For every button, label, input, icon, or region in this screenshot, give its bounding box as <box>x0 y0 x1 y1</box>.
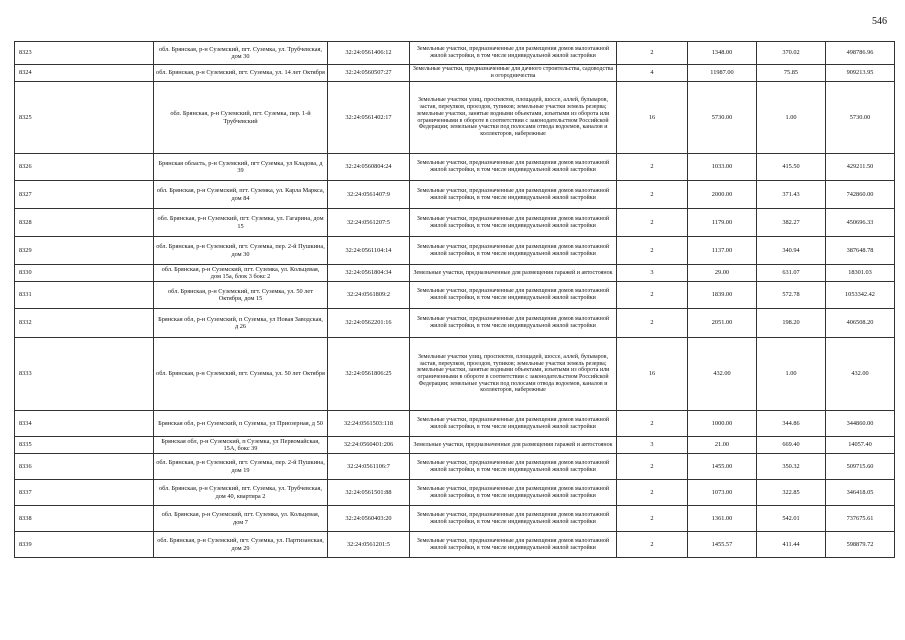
address-cell: обл. Брянская, р-н Суземский, пгт. Суземка, ул. 14 лет Октября <box>154 65 328 82</box>
cadastral-value: 742860.00 <box>826 181 895 209</box>
land-use-type: Земельные участки, предназначенные для размещения домов малоэтажной жилой застройки, в том числе индивидуальной жилой застройки <box>410 282 617 309</box>
land-use-type: Земельные участки, предназначенные для размещения домов малоэтажной жилой застройки, в том числе индивидуальной жилой застройки <box>410 411 617 437</box>
table-row <box>15 154 895 181</box>
specific-value: 415.50 <box>757 154 826 181</box>
specific-value: 75.85 <box>757 65 826 82</box>
cadastral-number: 32:24:0561106:7 <box>328 454 410 480</box>
cadastral-value: 598879.72 <box>826 532 895 558</box>
specific-value: 370.02 <box>757 42 826 65</box>
cadastral-value: 406508.20 <box>826 309 895 338</box>
address-cell: обл. Брянская, р-н Суземский, пгт. Суземка, ул. Карла Маркса, дом 84 <box>154 181 328 209</box>
area-value: 2051.00 <box>688 309 757 338</box>
address-cell: обл. Брянская, р-н Суземский, пгт. Суземка, ул. Кольцевая, дом 7 <box>154 506 328 532</box>
specific-value: 411.44 <box>757 532 826 558</box>
page-number: 546 <box>872 16 887 27</box>
row-number: 8323 <box>15 42 154 65</box>
row-number: 8332 <box>15 309 154 338</box>
cadastral-number: 32:24:0561402:17 <box>328 82 410 154</box>
row-number: 8325 <box>15 82 154 154</box>
cadastral-value: 429211.50 <box>826 154 895 181</box>
area-value: 11987.00 <box>688 65 757 82</box>
address-cell: Брянская обл, р-н Суземский, п Суземка, ул Новая Заводская, д 26 <box>154 309 328 338</box>
table-row <box>15 480 895 506</box>
specific-value: 1.00 <box>757 338 826 411</box>
specific-value: 344.86 <box>757 411 826 437</box>
cadastral-value: 387648.78 <box>826 237 895 265</box>
cadastral-value: 18301.03 <box>826 265 895 282</box>
land-use-type: Земельные участки, предназначенные для размещения домов малоэтажной жилой застройки, в том числе индивидуальной жилой застройки <box>410 209 617 237</box>
table-row <box>15 338 895 411</box>
cadastral-number: 32:24:0562201:16 <box>328 309 410 338</box>
table-row <box>15 309 895 338</box>
row-number: 8334 <box>15 411 154 437</box>
cadastral-number: 32:24:0561207:5 <box>328 209 410 237</box>
land-use-type: Земельные участки, предназначенные для размещения домов малоэтажной жилой застройки, в том числе индивидуальной жилой застройки <box>410 532 617 558</box>
row-number: 8324 <box>15 65 154 82</box>
group-number: 2 <box>617 506 688 532</box>
group-number: 2 <box>617 532 688 558</box>
specific-value: 631.07 <box>757 265 826 282</box>
group-number: 3 <box>617 265 688 282</box>
cadastral-number: 32:24:0561104:14 <box>328 237 410 265</box>
area-value: 1839.00 <box>688 282 757 309</box>
table-row <box>15 65 895 82</box>
row-number: 8330 <box>15 265 154 282</box>
table-row <box>15 454 895 480</box>
specific-value: 382.27 <box>757 209 826 237</box>
cadastral-number: 32:24:0560403:20 <box>328 506 410 532</box>
cadastral-value: 14057.40 <box>826 437 895 454</box>
land-use-type: Земельные участки улиц, проспектов, площадей, шоссе, аллей, бульваров, застав, переулков, проездов, тупиков; земельные участки земель резерва; земельные участки, занятые водными объектами, изъятыми из оборота или ограниченными в обороте в соответствии с законодательством Российской Федерации; земельные участки под полосами отвода водоемов, каналов и коллекторов, набережные <box>410 338 617 411</box>
cadastral-value: 909213.95 <box>826 65 895 82</box>
specific-value: 669.40 <box>757 437 826 454</box>
land-use-type: Земельные участки, предназначенные для дачного строительства, садоводства и огородничества <box>410 65 617 82</box>
area-value: 1137.00 <box>688 237 757 265</box>
group-number: 16 <box>617 82 688 154</box>
area-value: 1073.00 <box>688 480 757 506</box>
address-cell: обл. Брянская, р-н Суземский, пгт. Суземка, пер. 2-й Пушкина, дом 19 <box>154 454 328 480</box>
row-number: 8335 <box>15 437 154 454</box>
cadastral-value: 5730.00 <box>826 82 895 154</box>
table-row <box>15 411 895 437</box>
cadastral-number: 32:24:0561804:34 <box>328 265 410 282</box>
land-use-type: Земельные участки, предназначенные для размещения домов малоэтажной жилой застройки, в том числе индивидуальной жилой застройки <box>410 181 617 209</box>
table-row <box>15 437 895 454</box>
table-row <box>15 506 895 532</box>
address-cell: обл. Брянская, р-н Суземский, пгт. Суземка, ул. Партизанская, дом 29 <box>154 532 328 558</box>
land-use-type: Земельные участки, предназначенные для размещения домов малоэтажной жилой застройки, в том числе индивидуальной жилой застройки <box>410 237 617 265</box>
address-cell: Брянская обл, р-н Суземский, п Суземка, ул Первомайская, 15А, бокс 39 <box>154 437 328 454</box>
specific-value: 572.78 <box>757 282 826 309</box>
row-number: 8336 <box>15 454 154 480</box>
specific-value: 542.01 <box>757 506 826 532</box>
address-cell: обл. Брянская, р-н Суземский, пгт. Суземка, ул. Кольцевая, дом 15а, блок 3 бокс 2 <box>154 265 328 282</box>
table-row <box>15 282 895 309</box>
specific-value: 371.43 <box>757 181 826 209</box>
row-number: 8328 <box>15 209 154 237</box>
table-row <box>15 181 895 209</box>
cadastral-number: 32:24:0561503:118 <box>328 411 410 437</box>
cadastral-number: 32:24:0561806:25 <box>328 338 410 411</box>
row-number: 8337 <box>15 480 154 506</box>
land-use-type: Земельные участки улиц, проспектов, площадей, шоссе, аллей, бульваров, застав, переулков, проездов, тупиков; земельные участки земель резерва; земельные участки, занятые водными объектами, изъятыми из оборота или ограниченными в обороте в соответствии с законодательством Российской Федерации; земельные участки под полосами отвода водоемов, каналов и коллекторов, набережные <box>410 82 617 154</box>
group-number: 2 <box>617 209 688 237</box>
cadastral-value: 1053342.42 <box>826 282 895 309</box>
row-number: 8327 <box>15 181 154 209</box>
area-value: 1179.00 <box>688 209 757 237</box>
cadastral-value: 432.00 <box>826 338 895 411</box>
group-number: 2 <box>617 42 688 65</box>
group-number: 16 <box>617 338 688 411</box>
cadastral-value: 344860.00 <box>826 411 895 437</box>
group-number: 2 <box>617 237 688 265</box>
specific-value: 322.85 <box>757 480 826 506</box>
cadastral-number: 32:24:0560804:24 <box>328 154 410 181</box>
land-use-type: Земельные участки, предназначенные для размещения домов малоэтажной жилой застройки, в том числе индивидуальной жилой застройки <box>410 454 617 480</box>
cadastral-value: 498786.96 <box>826 42 895 65</box>
cadastral-value: 346418.05 <box>826 480 895 506</box>
group-number: 2 <box>617 309 688 338</box>
cadastral-value: 509715.60 <box>826 454 895 480</box>
land-use-type: Земельные участки, предназначенные для размещения гаражей и автостоянок <box>410 265 617 282</box>
address-cell: обл. Брянская, р-н Суземский, пгт. Суземка, ул. Гагарина, дом 15 <box>154 209 328 237</box>
address-cell: Брянская обл, р-н Суземский, п Суземка, ул Приозерная, д 50 <box>154 411 328 437</box>
table-row <box>15 237 895 265</box>
area-value: 1455.57 <box>688 532 757 558</box>
land-use-type: Земельные участки, предназначенные для размещения гаражей и автостоянок <box>410 437 617 454</box>
cadastral-number: 32:24:0561809:2 <box>328 282 410 309</box>
row-number: 8333 <box>15 338 154 411</box>
group-number: 2 <box>617 454 688 480</box>
address-cell: Брянская область, р-н Суземский, пгт Суземка, ул Кладова, д 39 <box>154 154 328 181</box>
land-use-type: Земельные участки, предназначенные для размещения домов малоэтажной жилой застройки, в том числе индивидуальной жилой застройки <box>410 42 617 65</box>
address-cell: обл. Брянская, р-н Суземский, пгт. Суземка, ул. Трубчевская, дом 30 <box>154 42 328 65</box>
land-use-type: Земельные участки, предназначенные для размещения домов малоэтажной жилой застройки, в том числе индивидуальной жилой застройки <box>410 506 617 532</box>
table-row <box>15 209 895 237</box>
area-value: 1033.00 <box>688 154 757 181</box>
address-cell: обл. Брянская, р-н Суземский, пгт. Суземка, пер. 1-й Трубчевский <box>154 82 328 154</box>
land-use-type: Земельные участки, предназначенные для размещения домов малоэтажной жилой застройки, в том числе индивидуальной жилой застройки <box>410 154 617 181</box>
row-number: 8338 <box>15 506 154 532</box>
specific-value: 198.20 <box>757 309 826 338</box>
cadastral-number: 32:24:0561407:9 <box>328 181 410 209</box>
group-number: 2 <box>617 411 688 437</box>
row-number: 8339 <box>15 532 154 558</box>
group-number: 2 <box>617 282 688 309</box>
row-number: 8329 <box>15 237 154 265</box>
cadastral-number: 32:24:0561501:88 <box>328 480 410 506</box>
table-row <box>15 265 895 282</box>
area-value: 5730.00 <box>688 82 757 154</box>
table-row <box>15 82 895 154</box>
area-value: 29.00 <box>688 265 757 282</box>
group-number: 2 <box>617 154 688 181</box>
address-cell: обл. Брянская, р-н Суземский, пгт. Суземка, пер. 2-й Пушкина, дом 30 <box>154 237 328 265</box>
cadastral-number: 32:24:0560507:27 <box>328 65 410 82</box>
row-number: 8331 <box>15 282 154 309</box>
specific-value: 340.94 <box>757 237 826 265</box>
cadastral-value: 450696.33 <box>826 209 895 237</box>
area-value: 1361.00 <box>688 506 757 532</box>
specific-value: 350.32 <box>757 454 826 480</box>
area-value: 1000.00 <box>688 411 757 437</box>
group-number: 3 <box>617 437 688 454</box>
cadastral-number: 32:24:0561406:12 <box>328 42 410 65</box>
address-cell: обл. Брянская, р-н Суземский, пгт. Суземка, ул. Трубчевская, дом 40, квартира 2 <box>154 480 328 506</box>
address-cell: обл. Брянская, р-н Суземский, пгт. Суземка, ул. 50 лет Октября <box>154 338 328 411</box>
area-value: 2000.00 <box>688 181 757 209</box>
area-value: 1348.00 <box>688 42 757 65</box>
table-row <box>15 532 895 558</box>
group-number: 2 <box>617 480 688 506</box>
row-number: 8326 <box>15 154 154 181</box>
specific-value: 1.00 <box>757 82 826 154</box>
table-row <box>15 42 895 65</box>
cadastral-number: 32:24:0561201:5 <box>328 532 410 558</box>
group-number: 4 <box>617 65 688 82</box>
group-number: 2 <box>617 181 688 209</box>
cadastral-value: 737675.61 <box>826 506 895 532</box>
area-value: 1455.00 <box>688 454 757 480</box>
land-use-type: Земельные участки, предназначенные для размещения домов малоэтажной жилой застройки, в том числе индивидуальной жилой застройки <box>410 309 617 338</box>
area-value: 432.00 <box>688 338 757 411</box>
cadastral-number: 32:24:0560401:206 <box>328 437 410 454</box>
land-use-type: Земельные участки, предназначенные для размещения домов малоэтажной жилой застройки, в том числе индивидуальной жилой застройки <box>410 480 617 506</box>
cadastral-value-table <box>14 41 895 558</box>
area-value: 21.00 <box>688 437 757 454</box>
address-cell: обл. Брянская, р-н Суземский, пгт. Суземка, ул. 50 лет Октября, дом 15 <box>154 282 328 309</box>
